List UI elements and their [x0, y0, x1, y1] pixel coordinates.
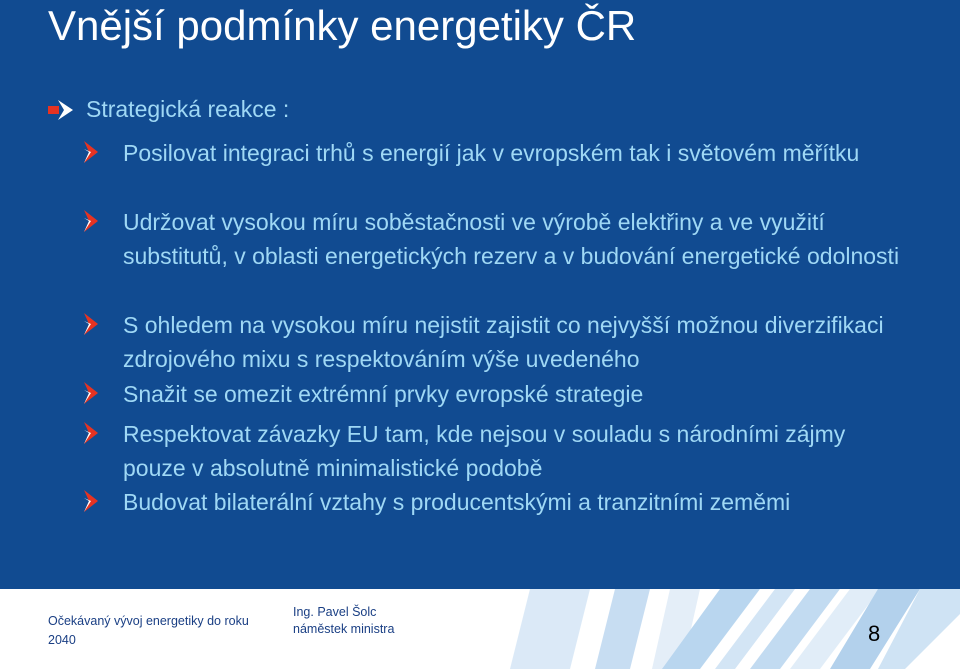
chevron-bullet-icon	[84, 382, 98, 404]
arrow-bullet-icon	[48, 99, 74, 121]
slide-title: Vnější podmínky energetiky ČR	[48, 2, 637, 49]
chevron-bullet-icon	[84, 490, 98, 512]
heading-row	[48, 96, 289, 123]
bullet-text: Udržovat vysokou míru soběstačnosti ve výrobě elektřiny a ve využití substitutů, v oblasti energetických rezerv a v budování energetické odolnosti	[123, 209, 900, 269]
footer-presentation-title: Očekávaný vývoj energetiky do roku 2040	[48, 614, 249, 647]
footer-author-role: náměstek ministra	[293, 622, 395, 636]
bullet-text: Posilovat integraci trhů s energií jak v evropském tak i světovém měřítku	[123, 140, 860, 166]
chevron-bullet-icon	[84, 210, 98, 232]
footer-author-block	[293, 604, 394, 638]
section-heading: Strategická reakce :	[86, 96, 290, 122]
chevron-bullet-icon	[84, 313, 98, 335]
bullet-text: S ohledem na vysokou míru nejistit zajistit co nejvyšší možnou diverzifikaci zdrojového mixu s respektováním výše uvedeného	[123, 312, 884, 372]
footer-author: Ing. Pavel Šolc	[293, 605, 377, 619]
page-number: 8	[868, 621, 881, 646]
bullet-text: Budovat bilaterální vztahy s producentskými a tranzitními zeměmi	[123, 489, 791, 515]
bullet-text: Snažit se omezit extrémní prvky evropské strategie	[123, 381, 644, 407]
chevron-bullet-icon	[84, 422, 98, 444]
chevron-bullet-icon	[84, 141, 98, 163]
slide-footer	[0, 589, 960, 669]
bullet-text: Respektovat závazky EU tam, kde nejsou v souladu s národními zájmy pouze v absolutně minimalistické podobě	[123, 421, 846, 481]
